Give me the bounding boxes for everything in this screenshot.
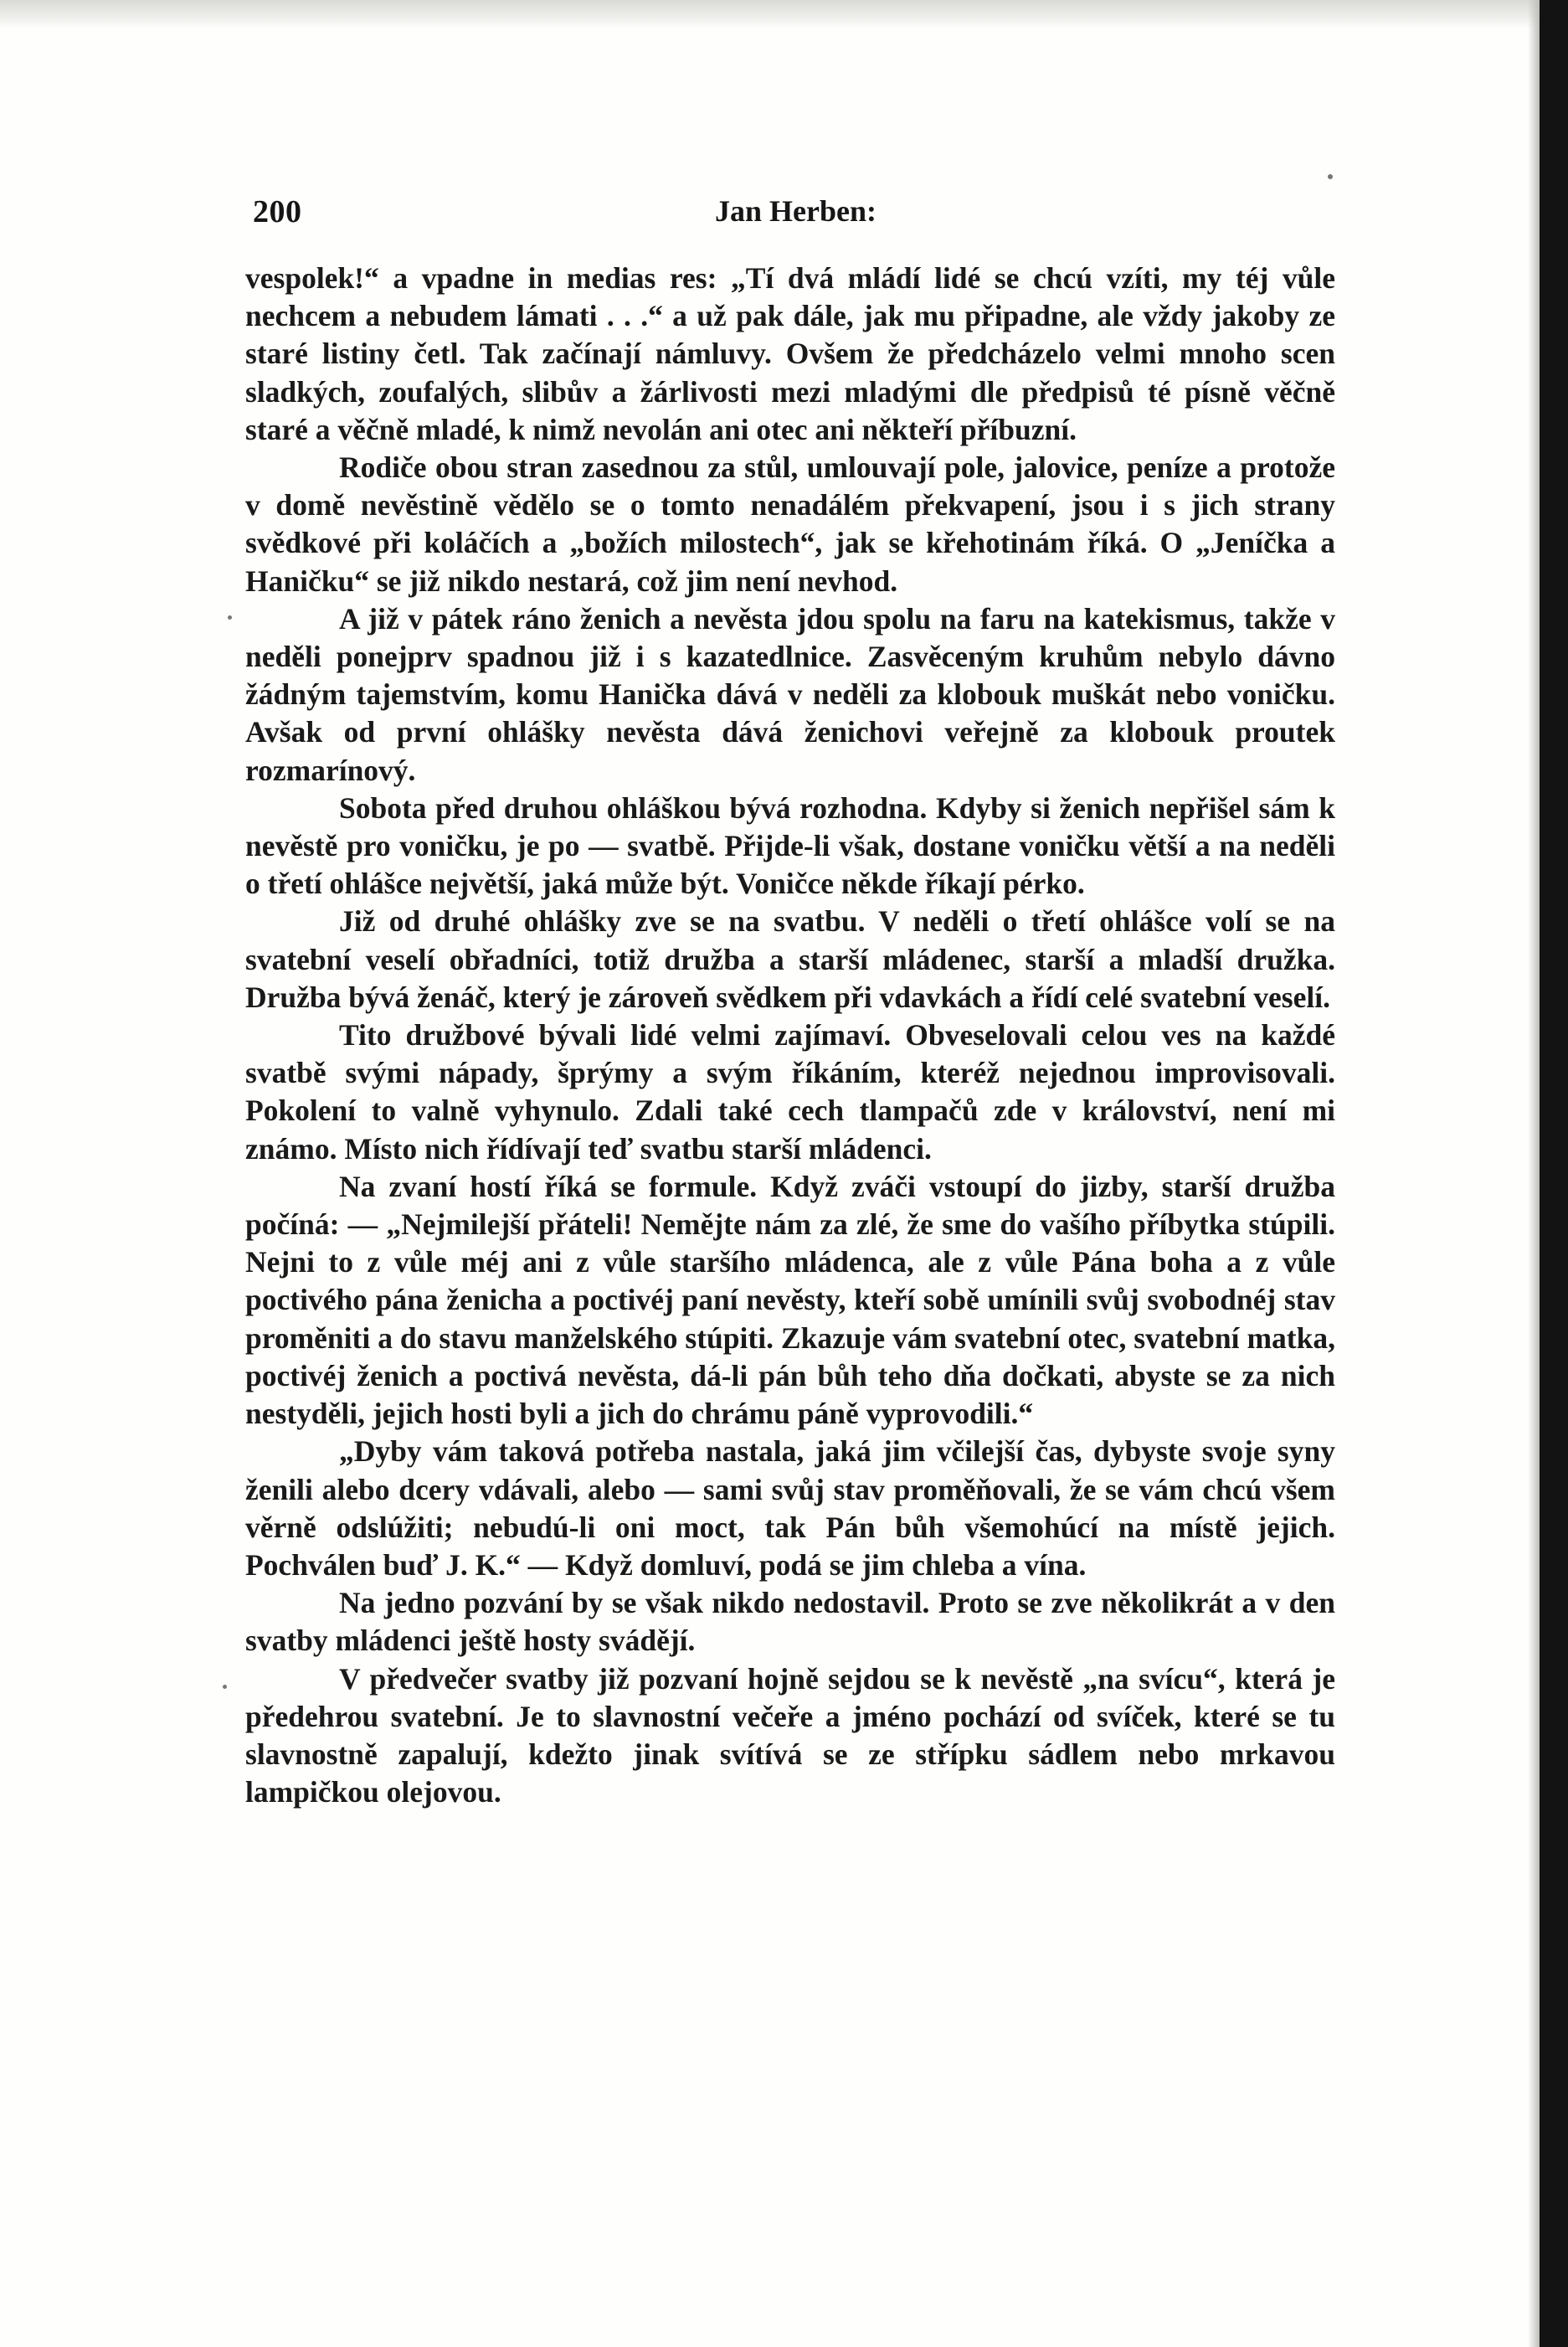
scan-speck xyxy=(228,615,232,620)
page-number: 200 xyxy=(253,194,302,229)
scan-dark-edge xyxy=(1540,0,1568,2347)
paragraph: Již od druhé ohlášky zve se na svatbu. V neděli o třetí ohlášce volí se na svatební veselí obřadníci, totiž družba a starší mládenec, starší a mladší družka. Družba bývá ženáč, který je zároveň svědkem při vdavkách a řídí celé svatební veselí. xyxy=(245,904,1335,1014)
running-head: Jan Herben: xyxy=(715,194,877,228)
page-header xyxy=(253,193,1336,237)
paragraph: Rodiče obou stran zasednou za stůl, umlouvají pole, jalovice, peníze a protože v domě nevěstině vědělo se o tomto nenadálém překvapení, jsou i s jich strany svědkové při koláčích a „božích milostech“, jak se křehotinám říká. O „Jeníčka a Haničku“ se již nikdo nestará, což jim není nevhod. xyxy=(245,450,1335,598)
paragraph: vespolek!“ a vpadne in medias res: „Tí dvá mládí lidé se chcú vzíti, my téj vůle nechcem a nebudem lámati . . .“ a už pak dále, jak mu připadne, ale vždy jakoby ze staré listiny četl. Tak začínají námluvy. Ovšem že předcházelo velmi mnoho scen sladkých, zoufalých, slibův a žárlivosti mezi mladými dle předpisů té písně věčně staré a věčně mladé, k nimž nevolán ani otec ani někteří příbuzní. xyxy=(245,261,1335,446)
scan-top-shadow xyxy=(0,0,1568,28)
scan-edge-fade xyxy=(1528,0,1540,2347)
body-text xyxy=(245,260,1335,1811)
scan-speck xyxy=(223,1685,227,1689)
scan-speck xyxy=(1328,174,1333,179)
paragraph: Na zvaní hostí říká se formule. Když zváči vstoupí do jizby, starší družba počíná: — „Nejmilejší přáteli! Nemějte nám za zlé, že sme do vašího příbytka stúpili. Nejni to z vůle méj ani z vůle staršího mládenca, ale z vůle Pána boha a z vůle poctivého pána ženicha a poctivéj paní nevěsty, kteří sobě umínili svůj svobodnéj stav proměniti a do stavu manželského stúpiti. Zkazuje vám svatební otec, svatební matka, poctivéj ženich a poctivá nevěsta, dá-li pán bůh teho dňa dočkati, abyste se za nich nestyděli, jejich hosti byli a jich do chrámu páně vyprovodili.“ xyxy=(245,1169,1335,1431)
paragraph: A již v pátek ráno ženich a nevěsta jdou spolu na faru na katekismus, takže v neděli ponejprv spadnou již i s kazatedlnice. Zasvěceným kruhům nebylo dávno žádným tajemstvím, komu Hanička dává v neděli za klobouk muškát nebo voničku. Avšak od první ohlášky nevěsta dává ženichovi veřejně za klobouk proutek rozmarínový. xyxy=(245,601,1335,787)
paragraph: Na jedno pozvání by se však nikdo nedostavil. Proto se zve několikrát a v den svatby mládenci ještě hosty svádějí. xyxy=(245,1586,1335,1658)
paragraph: V předvečer svatby již pozvaní hojně sejdou se k nevěstě „na svícu“, která je předehrou svatební. Je to slavnostní večeře a jméno pochází od svíček, které se tu slavnostně zapalují, kdežto jinak svítívá se ze střípku sádlem nebo mrkavou lampičkou olejovou. xyxy=(245,1661,1335,1809)
paragraph: „Dyby vám taková potřeba nastala, jaká jim včilejší čas, dybyste svoje syny ženili alebo dcery vdávali, alebo — sami svůj stav proměňovali, že se vám chcú všem věrně odslúžiti; nebudú-li oni moct, tak Pán bůh všemohúcí na místě jejich. Pochválen buď J. K.“ — Když domluví, podá se jim chleba a vína. xyxy=(245,1434,1335,1582)
paragraph: Sobota před druhou ohláškou bývá rozhodna. Kdyby si ženich nepřišel sám k nevěstě pro voničku, je po — svatbě. Přijde-li však, dostane voničku větší a na neděli o třetí ohlášce největší, jaká může být. Voničce někde říkají pérko. xyxy=(245,790,1335,901)
paragraph: Tito družbové bývali lidé velmi zajímaví. Obveselovali celou ves na každé svatbě svými nápady, šprýmy a svým říkáním, kteréž nejednou improvisovali. Pokolení to valně vyhynulo. Zdali také cech tlampačů zde v království, není mi známo. Místo nich řídívají teď svatbu starší mládenci. xyxy=(245,1018,1335,1166)
